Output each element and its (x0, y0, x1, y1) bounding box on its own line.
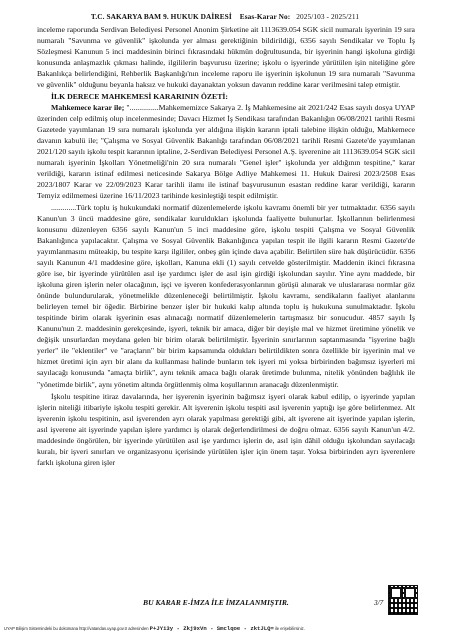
paragraph-subcontractor: İşkolu tespitine itiraz davalarında, her işyerenin işyerinin bağımsız işyeri olarak kabul edilip, o işyerinde yapılan işlerin niteliği itibariyle işkolu tespiti gerekir. Alt işverenin işkolu tespiti asıl işverenin yaptığı işe göre belirlenmez. Alt işverenin işkolu tespitinin, asıl işverenden ayrı olarak yapılması gerektiği gibi, alt işverene ait işyerinde yapılan işlerin, asıl işverene ait işyerinde yapılan işlere yardımcı iş olarak değerlendirilmesi de doğru olmaz. 6356 sayılı Kanun'un 4/2. maddesinde öngörülen, bir işyerinde yürütülen asıl işe yardımcı işlerin de, asıl işin dâhil olduğu işkolundan sayılacağı kuralı, bir işveri sınırları ve organizasyonu içerisinde yürütülen işler için önem taşır. Yoksa birbirinden ayrı işverenlere farklı işkoluna giren işler (37, 391, 415, 467)
verification-prefix: UYAP Bilişim Sistemindeki bu dokümana http://vatandas.uyap.gov.tr adresinden (4, 626, 149, 631)
section-title: İLK DERECE MAHKEMESİ KARARININ ÖZETİ: (51, 92, 228, 102)
court-name: T.C. SAKARYA BAM 9. HUKUK DAİRESİ (90, 12, 232, 21)
verification-suffix: ile erişebilirsiniz. (274, 626, 305, 631)
document-header (0, 12, 450, 21)
page-number: 3/7 (374, 598, 384, 607)
court-decision-text: "...............Mahkememizce Sakarya 2. İş Mahkemesine ait 2021/242 Esas sayılı dosya UYAP üzerinden celp edilmiş olup incelenmesinde; Davacı Hizmet İş Sendikası tarafından Bakanlığın 06/08/2021 tarihli Resmi Gazetede yayımlanan 19 sıra numaralı işkolunda yer aldığına ilişkin kararın iptali talebine ilişkin olduğu, Mahkemece davanın kabulü ile; "Çalışma ve Sosyal Güvenlik Bakanlığı tarafından 06/08/2021 tarihli Resmi Gazete'de yayımlanan 2021/120 sayılı işkolu tespit kararının iptaline, 2-Serdivan Belediyesi Personel A.Ş. işverenine ait 1113639.054 SGK sicil numaralı işyerinin İşkolları Yönetmeliği'nin 20 sıra numaralı "Genel işler" işkolunda yer aldığının tespitine," karar verildiği, kararın istinaf edilmesi neticesinde Sakarya Bölge Adliye Mahkemesi 11. Hukuk Dairesi 2023/2508 Esas 2023/1807 Karar ve 22/09/2023 Karar tarihli ilamı ile istinaf başvurusunun esastan reddine karar verildiği, kararın Temyiz edilmemesi üzerine 16/11/2023 tarihinde kesinleştiği tespit edilmiştir. (37, 103, 415, 201)
case-number-label: Esas-Karar No: (239, 12, 291, 21)
paragraph-court-summary (37, 102, 415, 201)
verification-footer (4, 625, 449, 632)
verification-code: P+JYi3y - Zkj9xVn - Smclqoe - zktJLQ= (149, 625, 274, 632)
paragraph-claim-response: inceleme raporunda Serdivan Belediyesi Personel Anonim Şirketine ait 1113639.054 SGK sicil numaralı işyerinin 19 sıra numaralı "Savunma ve güvenlik" işkolunda yer alması gerektiğinin bildirildiği, 6356 sayılı Sendikalar ve Toplu İş Sözleşmesi Kanunun 5 inci maddesinin birinci fıkrasındaki hükmün doğrultusunda, bir işyerinin hangi işkoluna girdiği konusunda anlaşmazlık çıkması halinde, ilgililerin başvurusu üzerine; işkolu o işyerinde yürütülen işin niteliğine göre Bakanlıkça belirlendiğini, Rehberlik Başkanlığı'nın inceleme raporu ile işyerinin işkolunun 19 sıra numaralı "Savunma ve güvenlik" olduğunu beyanla haksız ve hukuki dayanaktan yoksun davanın reddine karar verilmesini talep etmiştir. (37, 25, 415, 90)
qr-code-icon (388, 585, 418, 615)
case-number-value: 2025/103 - 2025/211 (296, 12, 360, 21)
document-body (37, 24, 415, 468)
paragraph-legal-reasoning: .............Türk toplu iş hukukundaki normatif düzenlemelerde işkolu kavramı önemli bir yer tutmaktadır. 6356 sayılı Kanun'un 3 üncü maddesine göre, sendikalar kuruldukları işkolunda faaliyette bulunurlar. İşkollarının belirlenmesi konusunu düzenleyen 6356 sayılı Kanun'un 5 inci maddesine göre, işkolu tespiti Çalışma ve Sosyal Güvenlik Bakanlığınca yapılacaktır. Çalışma ve Sosyal Güvenlik Bakanlığınca yapılan tespit ile ilgili kararın Resmi Gazete'de yayımlanmasını müteakip, bu tespite karşı ilgililer, onbeş gün içinde dava açabilir. Belirtilen süre hak düşürücüdür. 6356 sayılı Kanunun 4/1 maddesine göre, işkolları, Kanuna ekli (1) sayılı cetvelde gösterilmiştir. Maddenin ikinci fıkrasına göre ise, bir işyerinde yürütülen asıl işe yardımcı işler de asıl işin girdiği işkolundan sayılır. Yine aynı maddede, bir işkoluna giren işlerin neler olacağının, işçi ve işveren konfederasyonlarının görüşü alınarak ve uluslararası normlar göz önünde bulundurularak, yönetmelikle düzenleneceği belirtilmiştir. İşkolu kavramı, sendikaların faaliyet alanlarını belirleyen temel bir öğedir. Birbirine benzer işler bir hukuki kalıp altında toplu iş hukukuna sunulmaktadır. İşkolu tespitinde birim olarak işyerinin esas alınacağı normatif düzenlemelerin tartışmasız bir sonucudur. 4857 sayılı İş Kanunu'nun 2. maddesinin gerekçesinde, işyeri, teknik bir amaca, diğer bir deyişle mal ve hizmet üretimine yönelik ve değişik unsurlardan meydana gelen bir birim olarak belirtilmiştir. İşyerinin sınırlarının saptanmasında "işyerine bağlı yerler" ile "eklentiler" ve "araçların" bir birim kapsamında oldukları belirtildikten sonra özellikle bir işyerinin mal ve hizmet üretimi için ayrı bir alanı da kullanması halinde bunların tek işyeri mi yoksa birbirinden bağımsız işyerleri mi sayılacağı konusunda "amaçta birlik", aynı teknik amaca bağlı olarak üretimde bulunma, nitelik yönünden bağlılık ile "yönetimde birlik", aynı yönetim altında örgütlenmiş olma koşullarının aranacağı düzenlenmiştir. (37, 203, 415, 389)
court-decision-lead: Mahkemece karar ile; (51, 103, 125, 113)
e-signature-note: BU KARAR E-İMZA İLE İMZALANMIŞTIR. (143, 598, 289, 607)
